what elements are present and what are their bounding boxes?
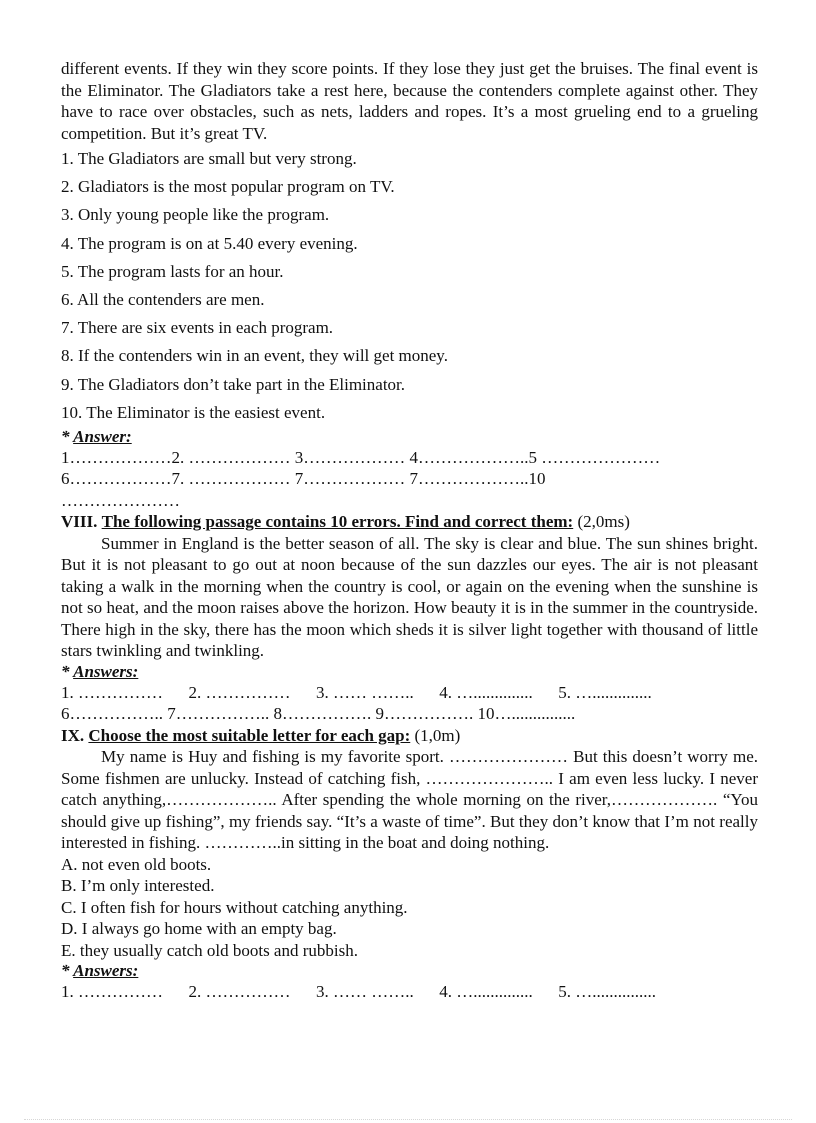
section-heading <box>61 725 758 747</box>
answer-line: 6…………….. 7…………….. 8……………. 9……………. 10…............... <box>61 704 576 724</box>
answer-star: * <box>61 426 74 446</box>
question-item: 4. The program is on at 5.40 every evening. <box>61 233 358 253</box>
question-item: 6. All the contenders are men. <box>61 289 265 309</box>
option-item: A. not even old boots. <box>61 854 212 874</box>
section-points: (1,0m) <box>414 725 461 745</box>
question-item: 9. The Gladiators don’t take part in the Eliminator. <box>61 374 406 394</box>
document-page <box>61 58 758 1003</box>
option-item: E. they usually catch old boots and rubbish. <box>61 940 358 960</box>
question-item: 2. Gladiators is the most popular program on TV. <box>61 177 395 197</box>
passage-continuation: different events. If they win they score points. If they lose they just get the bruises. The final event is the Eliminator. The Gladiators take a rest here, because the contenders complete against other. They have to race over obstacles, such as nets, ladders and ropes. It’s a most grueling end to a grueling competition. But it’s great TV. <box>61 59 758 143</box>
section-points: (2,0ms) <box>577 512 630 532</box>
section-number: IX. <box>61 725 85 745</box>
answer-line: 1. …………… 2. …………… 3. …… …….. 4. ….............. 5. …............... <box>61 982 656 1002</box>
question-item: 7. There are six events in each program. <box>61 318 334 338</box>
answer-label-text: Answers: <box>73 961 139 981</box>
answer-line: 1. …………… 2. …………… 3. …… …….. 4. ….............. 5. ….............. <box>61 682 652 702</box>
question-item: 8. If the contenders win in an event, they will get money. <box>61 346 448 366</box>
section-instruction: Choose the most suitable letter for each gap: <box>88 725 411 745</box>
answer-label <box>61 427 758 447</box>
question-item: 10. The Eliminator is the easiest event. <box>61 402 326 422</box>
section-heading <box>61 511 758 533</box>
option-item: D. I always go home with an empty bag. <box>61 919 337 939</box>
answer-star: * <box>61 961 74 981</box>
answer-line: ………………… <box>61 490 180 510</box>
answer-label <box>61 961 758 981</box>
error-passage: Summer in England is the better season of all. The sky is clear and blue. The sun shines bright. But it is not pleasant to go out at noon because of the sun dazzles our eyes. The air is not pleasant taking a walk in the morning when the country is cool, or again on the evening when the sunshine is not so heat, and the moon raises above the horizon. How beauty it is in the summer in the countryside. There high in the sky, there has the moon which sheds it is silver light together with thousand of little stars twinkling and twinkling. <box>61 533 758 661</box>
true-false-questions <box>61 149 758 423</box>
question-item: 3. Only young people like the program. <box>61 205 330 225</box>
page-bottom-divider <box>24 1119 792 1120</box>
question-item: 5. The program lasts for an hour. <box>61 261 284 281</box>
section-number: VIII. <box>61 512 98 532</box>
option-item: B. I’m only interested. <box>61 876 215 896</box>
option-item: C. I often fish for hours without catching anything. <box>61 897 408 917</box>
answer-label-text: Answer: <box>73 426 132 446</box>
gap-passage: My name is Huy and fishing is my favorite sport. ………………… But this doesn’t worry me. Some fishmen are unlucky. Instead of catching fish, ………………….. I am even less lucky. I never catch anything,……………….. After spending the whole morning on the river,………………. “You should give up fishing”, my friends say. “It’s a waste of time”. But they don’t know that I’m not really interested in fishing. …………..in sitting in the boat and doing nothing. <box>61 747 758 853</box>
answer-line: 1………………2. ……………… 3……………… 4………………..5 ………………… <box>61 447 661 467</box>
question-item: 1. The Gladiators are small but very strong. <box>61 149 357 168</box>
answer-line: 6………………7. ……………… 7……………… 7………………..10 <box>61 469 546 489</box>
answer-label-text: Answers: <box>73 661 139 681</box>
answer-label <box>61 662 758 682</box>
answer-star: * <box>61 661 74 681</box>
section-instruction: The following passage contains 10 errors. Find and correct them: <box>101 512 574 532</box>
